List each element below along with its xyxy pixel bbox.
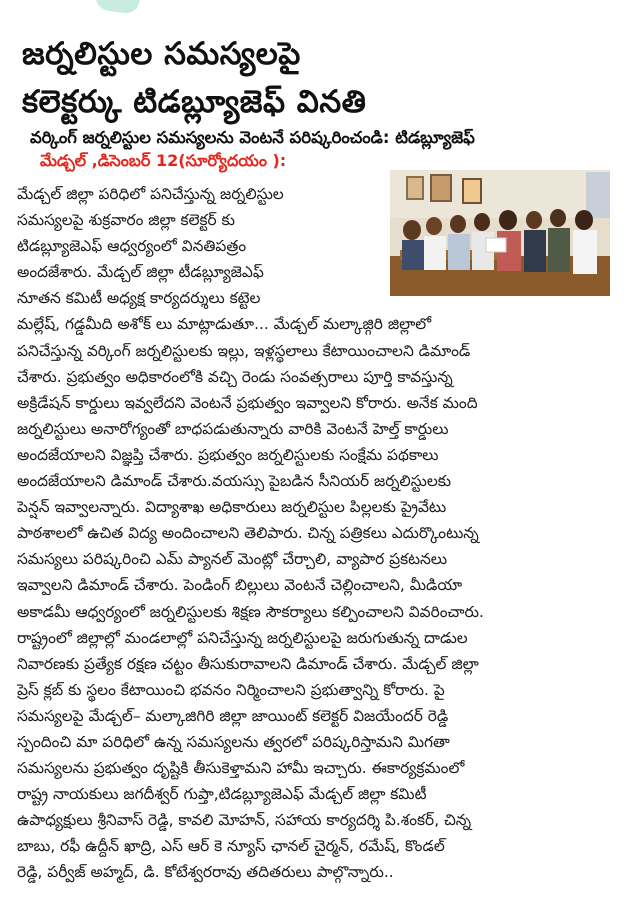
article-line: చేశారు. ప్రభుత్వం అధికారంలోకి వచ్చి రెండు సంవత్సరాలు పూర్తి కావస్తున్న — [17, 367, 453, 386]
article-line: సమస్యలపై శుక్రవారం జిల్లా కలెక్టర్ కు — [17, 211, 235, 230]
article-line: రాష్ట్రంలో జిల్లాల్లో మండలాల్లో పనిచేస్తున్న జర్నలిస్టులపై జరుగుతున్న దాడుల — [17, 628, 468, 647]
article-line: పనిచేస్తున్న వర్కింగ్ జర్నలిస్టులకు ఇల్లు, ఇళ్లస్థలాలు కేటాయించాలని డిమాండ్ — [17, 341, 471, 360]
dateline: మేడ్చల్ ,డిసెంబర్ 12(సూర్యోదయం ): — [40, 151, 287, 170]
article-line: బాబు, రఫీ ఉద్దీన్ ఖాద్రి, ఎస్ ఆర్ కె న్యూస్ ఛానల్ చైర్మన్, రమేష్, కొండల్ — [17, 837, 445, 856]
article-line: రెడ్డి, పర్వీజ్ అహ్మద్, డి. కోటేశ్వరరావు తదితరులు పాల్గొన్నారు.. — [17, 863, 394, 882]
article-line: అందజేశారు. మేడ్చల్ జిల్లా టీడబ్ల్యూజెఎఫ్ — [17, 263, 264, 282]
subheadline: వర్కింగ్ జర్నలిస్టుల సమస్యలను వెంటనే పరిష్కరించండి: టిడబ్ల్యూజెఫ్ — [30, 128, 475, 147]
article-line: సమస్యలు పరిష్కరించి ఎమ్ ప్యానల్ మెంట్లో చేర్చాలి, వ్యాపార ప్రకటనలు — [17, 550, 448, 569]
decorative-tab-shape — [94, 0, 142, 15]
article-line: ఇవ్వాలని డిమాండ్ చేశారు. పెండింగ్ బిల్లులు వెంటనే చెల్లించాలని, మీడియా — [17, 576, 463, 595]
article-line: పాఠశాలలో ఉచిత విద్య అందించాలని తెలిపారు. చిన్న పత్రికలు ఎదుర్కొంటున్న — [17, 524, 479, 543]
article-line: స్పందించి మా పరిధిలో ఉన్న సమస్యలను త్వరలో పరిష్కరిస్తామని మిగతా — [17, 732, 450, 751]
article-line: రాష్ట్ర నాయకులు జగదీశ్వర్ గుప్తా,టిడబ్ల్యూజెఎఫ్ మేడ్చల్ జిల్లా కమిటీ — [17, 785, 427, 804]
article-line: నివారణకు ప్రత్యేక రక్షణ చట్టం తీసుకురావాలని డిమాండ్ చేశారు. మేడ్చల్ జిల్లా — [17, 654, 479, 673]
article-line: అందజేయాలని డిమాండ్ చేశారు.వయస్సు పైబడిన సీనియర్ జర్నలిస్టులకు — [17, 472, 452, 491]
article-line: అకాడమీ ఆధ్వర్యంలో జర్నలిస్టులకు శిక్షణ సౌకర్యాలు కల్పించాలని వివరించారు. — [17, 602, 484, 621]
article-line: ఉపాధ్యక్షులు శ్రీనివాస్ రెడ్డి, కావలి మోహన్, సహాయ కార్యదర్శి పి.శంకర్, చిన్న — [17, 811, 472, 830]
article-line: టిడబ్ల్యూజెఎఫ్ ఆధ్వర్యంలో వినతిపత్రం — [17, 237, 247, 256]
headline-line-2: కలెక్టర్కు టిడబ్ల్యూజెఫ్ వినతి — [22, 84, 367, 120]
article-line: ప్రెస్ క్లబ్ కు స్థలం కేటాయించి భవనం నిర్మించాలని ప్రభుత్వాన్ని కోరారు. పై — [17, 680, 445, 699]
article-line: పెన్షన్ ఇవ్వాలన్నారు. విద్యాశాఖ అధికారులు జర్నలిస్టుల పిల్లలకు ప్రైవేటు — [17, 498, 447, 517]
article-line: నూతన కమిటీ అధ్యక్ష కార్యదర్శులు కట్టెల — [17, 289, 261, 308]
article-line: సమస్యలపై మేడ్చల్– మల్కాజిగిరి జిల్లా జాయింట్ కలెక్టర్ విజయేందర్ రెడ్డి — [17, 706, 449, 725]
article-body — [17, 181, 617, 886]
article-line: మల్లేష్, గడ్డమీది అశోక్ లు మాట్లాడుతూ... మేడ్చల్ మల్కాజ్గిరి జిల్లాలో — [17, 315, 432, 334]
article-line: సమస్యలను ప్రభుత్వం దృష్టికి తీసుకెళ్తామని హామీ ఇచ్చారు. ఈకార్యక్రమంలో — [17, 759, 465, 778]
article-line: జర్నలిస్టులు అనారోగ్యంతో బాధపడుతున్నారు వారికి వెంటనే హెల్త్ కార్డులు — [17, 419, 449, 438]
article-line: అందజేయాలని విజ్ఞప్తి చేశారు. ప్రభుత్వం జర్నలిస్టులకు సంక్షేమ పథకాలు — [17, 445, 439, 464]
article-line: అక్రిడేషన్ కార్డులు ఇవ్వలేదని వెంటనే ప్రభుత్వం ఇవ్వాలని కోరారు. అనేక మంది — [17, 393, 478, 412]
article-line: మేడ్చల్ జిల్లా పరిధిలో పనిచేస్తున్న జర్నలిస్టుల — [17, 185, 284, 203]
headline-line-1: జర్నలిస్టుల సమస్యలపై — [22, 36, 301, 72]
